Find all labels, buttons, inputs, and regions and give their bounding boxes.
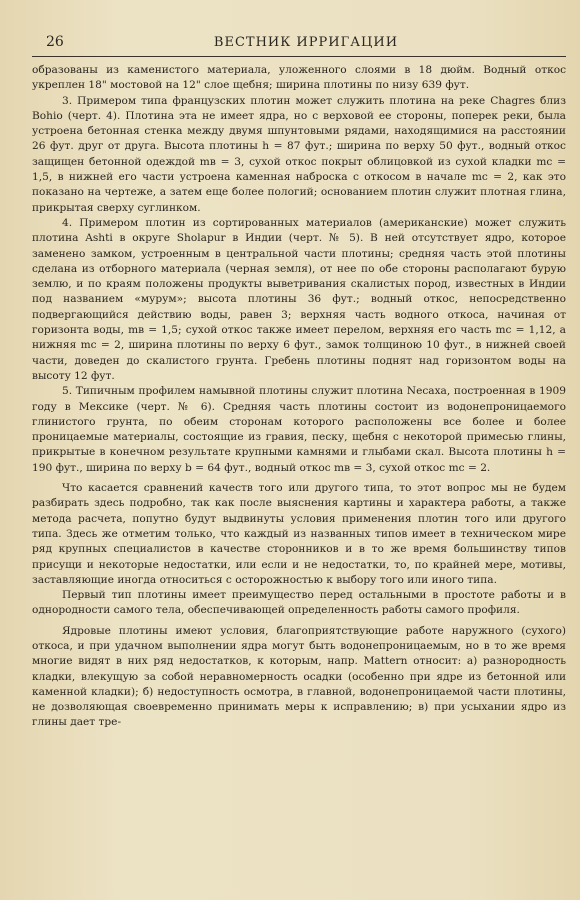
paragraph-example-3: 3. Примером типа французских плотин может служить плотина на реке Chagres близ Bohio (черт. 4). Плотина эта не имеет ядра, но с верховой ее стороны, поперек реки, была устроена бетонная стенка между двумя шпунтовыми рядами, находящимися на расстоянии 26 фут. друг от друга. Высота плотины h = 87 фут.; ширина по верху 50 фут., водный откос защищен бетонной одеждой mв = 3, сухой откос покрыт облицовкой из сухой кладки mс = 1,5, в нижней его части устроена каменная наброска с откосом в начале mс = 2, как это показано на чертеже, а затем еще более пологий; основанием плотин служит плотная глина, прикрытая сверху суглинком. [32,94,566,214]
paragraph-core-dams: Ядровые плотины имеют условия, благоприятствующие работе наружного (сухого) откоса, и при удачном выполнении ядра могут быть водонепроницаемым, но в то же время многие видят в них ряд недостатков, к которым, напр. Mattern относит: а) разнородность кладки, влекущую за собой неравномерность осадки (особенно при ядре из бетонной или каменной кладки); б) недоступность осмотра, в главной, водонепроницаемой части плотины, не дозволяющая своевременно принимать меры к исправлению; в) при усыхании ядро из глины дает тре- [32,624,566,729]
page-header [32,34,566,57]
paragraph-example-5: 5. Типичным профилем намывной плотины служит плотина Necaxa, построенная в 1909 году в Мексике (черт. № 6). Средняя часть плотины состоит из водонепроницаемого глинистого грунта, по обеим сторонам которого расположены все более и более проницаемые материалы, состоящие из гравия, песку, щебня с некоторой примесью глины, прикрытые в конечном результате крупными камнями и глыбами скал. Высота плотины h = 190 фут., ширина по верху b = 64 фут., водный откос mв = 3, сухой откос mс = 2. [32,385,566,474]
paragraph-continuation: образованы из каменистого материала, уложенного слоями в 18 дюйм. Водный откос укреплен 18" мостовой на 12" слое щебня; ширина плотины по низу 639 фут. [32,64,566,92]
paragraph-first-type: Первый тип плотины имеет преимущество перед остальными в простоте работы и в однородности самого тела, обеспечивающей определенность работы самого профиля. [32,589,566,617]
journal-title: ВЕСТНИК ИРРИГАЦИИ [213,35,399,50]
paragraph-comparison: Что касается сравнений качеств того или другого типа, то этот вопрос мы не будем разбирать здесь подробно, так как после выяснения картины и характера работы, а также метода расчета, попутно будут выдвинуты условия применения плотин того или другого типа. Здесь же отметим только, что каждый из названных типов имеет в техническом мире ряд крупных специалистов в качестве сторонников и в то же время большинству типов присущи и некоторые недостатки, или если и не недостатки, то, по крайней мере, мотивы, заставляющие иногда относиться с осторожностью к выбору того или иного типа. [32,482,566,586]
page-number: 26 [46,34,64,50]
paragraph-example-4: 4. Примером плотин из сортированных материалов (американские) может служить плотина Ashti в округе Sholapur в Индии (черт. № 5). В ней отсутствует ядро, которое заменено замком, устроенным в центральной части плотины; средняя часть этой плотины сделана из отборного материала (черная земля), от нее по обе стороны располагают бурую землю, и по краям положены продукты выветривания скалистых пород, известных в Индии под названием «мурум»; высота плотины 36 фут.; водный откос, непосредственно подвергающийся действию воды, равен 3; верхняя часть водного откоса, начиная от горизонта воды, mв = 1,5; сухой откос также имеет перелом, верхняя его часть mс = 1,12, а нижняя mс = 2, ширина плотины по верху 6 фут., замок толщиною 10 фут., в нижней своей части, доведен до скалистого грунта. Гребень плотины поднят над горизонтом воды на высоту 12 фут. [32,216,566,382]
body-text [32,63,566,731]
